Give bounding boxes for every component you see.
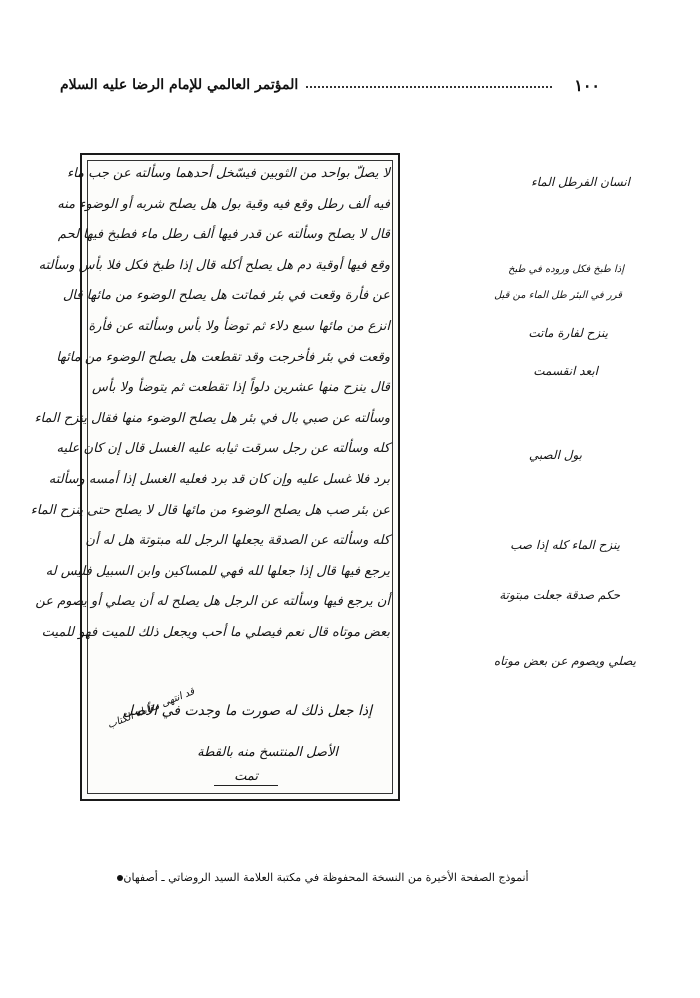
manuscript-line: لا يصلّ بواحد من الثوبين فيسّخل أحدهما وسألته عن جب ماء <box>66 166 390 181</box>
manuscript-line: كله وسألته عن الصدقة يجعلها الرجل لله مبتوتة هل له أن <box>85 533 390 549</box>
header-dotted-rule <box>306 86 552 88</box>
manuscript-collation-note: قد انتهى مقابلة الكتاب <box>106 686 197 732</box>
page-header <box>60 70 600 100</box>
margin-note: ينزح الماء كله إذا صب <box>510 538 620 552</box>
manuscript-line: كله وسألته عن رجل سرقت ثيابه عليه الغسل قال إن كان عليه <box>56 441 390 457</box>
manuscript-text <box>30 159 390 649</box>
manuscript-line: وسألته عن صبي بال في بئر هل يصلح الوضوء منها فقال ينزح الماء <box>34 410 390 426</box>
manuscript-line: عن فأرة وقعت في بئر فماتت هل يصلح الوضوء من مائها قال <box>62 288 390 304</box>
margin-note: ينزح لفارة ماتت <box>528 326 608 340</box>
manuscript-line: وقعت في بئر فأخرجت وقد تقطعت هل يصلح الوضوء من مائها <box>56 349 390 365</box>
running-title: المؤتمر العالمي للإمام الرضا عليه السلام <box>60 77 299 93</box>
manuscript-line: قال ينزح منها عشرين دلواً إذا تقطعت ثم يتوضأ ولا بأس <box>92 380 390 396</box>
figure-caption <box>100 871 540 884</box>
manuscript-facsimile <box>30 153 400 801</box>
margin-note: إذا طبخ فكل وروده في طبخ <box>508 264 624 275</box>
manuscript-line: يرجع فيها قال إذا جعلها لله فهي للمساكين وابن السبيل فليس له <box>45 563 390 579</box>
margin-note: يصلي ويصوم عن بعض موتاه <box>493 654 636 668</box>
manuscript-line: بعض موتاه قال نعم فيصلي ما أحب ويجعل ذلك للميت فهو للميت <box>41 624 390 640</box>
margin-note: حكم صدقة جعلت مبتوتة <box>499 588 620 602</box>
caption-text: أنموذج الصفحة الأخيرة من النسخة المحفوظة في مكتبة العلامة السيد الروضاتي ـ أصفهان <box>123 871 529 884</box>
margin-note: بول الصبي <box>528 448 582 462</box>
manuscript-colophon-source: الأصل المنتسخ منه بالقطة <box>197 745 338 760</box>
manuscript-end-mark: تمت <box>214 769 278 786</box>
manuscript-line: قال لا يصلح وسألته عن قدر فيها ألف رطل ماء فطبخ فيها لحم <box>57 227 390 243</box>
manuscript-line: عن بئر صب هل يصلح الوضوء من مائها قال لا يصلح حتى ينزح الماء <box>30 502 390 518</box>
manuscript-line: وقع فيها أوقية دم هل يصلح أكله قال إذا طبخ فكل فلا بأس وسألته <box>38 257 390 273</box>
margin-note: قرر في البئر طل الماء من قبل <box>494 290 622 301</box>
margin-note: ابعد انقسمت <box>533 364 598 378</box>
manuscript-line: برد فلا غسل عليه وإن كان قد برد فعليه الغسل إذا أمسه وسألته <box>48 471 390 487</box>
manuscript-colophon: إذا جعل ذلك له صورت ما وجدت في الأصل <box>122 703 372 719</box>
manuscript-line: فيه ألف رطل وقع فيه وقية بول هل يصلح شربه أو الوضوء منه <box>57 196 390 212</box>
page-number: ١٠٠ <box>574 75 600 95</box>
manuscript-line: أن يرجع فيها وسألته عن الرجل هل يصلح له أن يصلي أو يصوم عن <box>35 594 390 610</box>
margin-note: انسان الفرطل الماء <box>530 175 630 189</box>
manuscript-line: انزع من مائها سبع دلاء ثم توضأ ولا بأس وسألته عن فأرة <box>88 318 390 334</box>
